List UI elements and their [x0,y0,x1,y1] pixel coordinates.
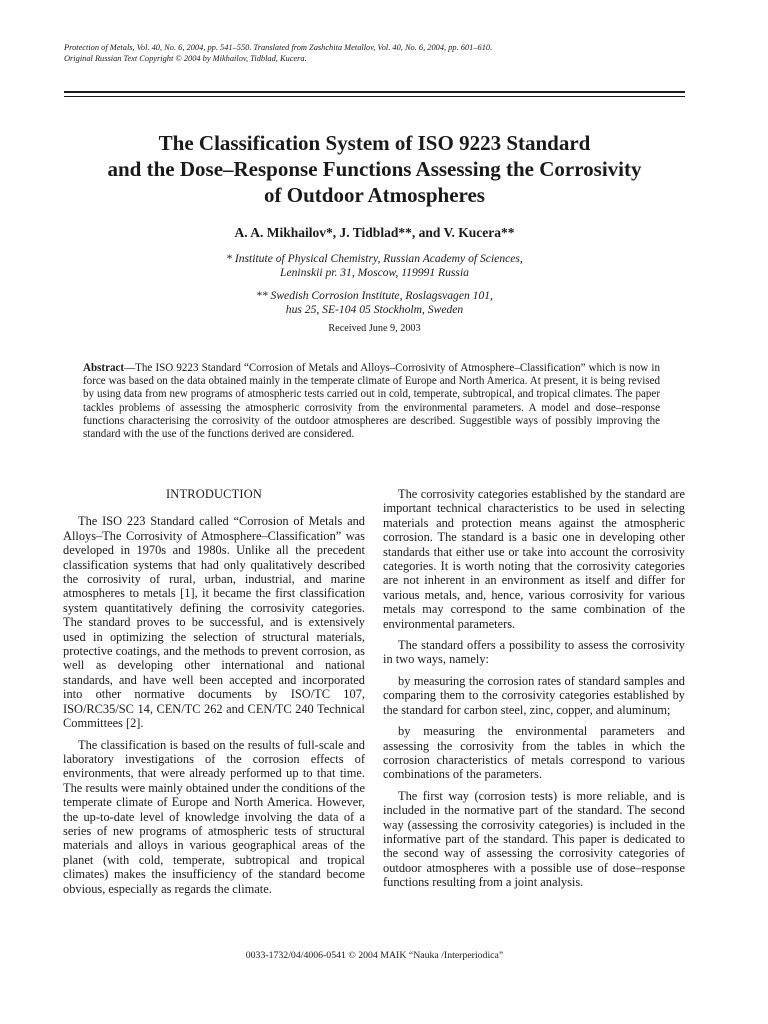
title-line-3: of Outdoor Atmospheres [264,183,485,207]
paragraph: by measuring the environmental parameters and assessing the corrosivity from the tables in which the corrosion characteristics of metals correspond to various combinations of the parameters. [383,724,685,782]
affiliation-2-line-2: hus 25, SE-104 05 Stockholm, Sweden [285,302,464,316]
paragraph: The classification is based on the results of full-scale and laboratory investigations of the corrosion effects of environments, that were already performed up to that time. The results were mainly obtained under the conditions of the temperate climate of Europe and North America. However, the up-to-date level of knowledge involving the data of a series of new programs of atmospheric tests of structural materials and alloys in various geographical areas of the planet (with cold, temperate, subtropical and tropical climates) makes the insufficiency of the standard become obvious, especially as regards the climate. [63,737,365,896]
header-rule-thin [64,96,685,97]
section-heading-introduction: INTRODUCTION [165,487,262,501]
title-line-1: The Classification System of ISO 9223 Standard [158,131,591,155]
affiliation-2 [64,289,685,316]
header-rule-thick [64,91,685,93]
affiliation-2-line-1: ** Swedish Corrosion Institute, Roslagsvagen 101, [256,289,493,302]
paragraph: The first way (corrosion tests) is more reliable, and is included in the normative part of the standard. The second way (assessing the corrosivity categories) is included in the informative part of the standard. This paper is dedicated to the second way of assessing the corrosivity categories of outdoor atmospheres with a possible use of dose–response functions resulting from a joint analysis. [383,788,685,890]
received-date: Received June 9, 2003 [328,323,421,334]
abstract [83,362,660,441]
copyright-line: Original Russian Text Copyright © 2004 by Mikhailov, Tidblad, Kucera. [64,53,307,63]
author-list: A. A. Mikhailov*, J. Tidblad**, and V. Kucera** [234,225,515,240]
paragraph: The ISO 223 Standard called “Corrosion of Metals and Alloys–The Corrosivity of Atmosphere–Classification” was developed in 1970s and 1980s. Unlike all the precedent classification systems that had only qualitatively described the corrosivity of rural, urban, industrial, and marine atmospheres to metals [1], it became the first classification system quantitatively defining the corrosivity categories. The standard proves to be successful, and is extensively used in optimizing the selection of structural materials, protective coatings, and the methods to prevent corrosion, as well as developing other international and national standards, and have well been accepted and incorporated into other normative documents by ISO/TC 107, ISO/RC35/SC 14, CEN/TC 262 and CEN/TC 240 Technical Committees [2]. [63,514,365,731]
affiliation-1-line-2: Leninskii pr. 31, Moscow, 119991 Russia [280,265,469,279]
right-column [383,487,685,897]
left-column [63,487,365,903]
abstract-text: —The ISO 9223 Standard “Corrosion of Metals and Alloys–Corrosivity of Atmosphere–Classification” which is now in force was based on the data obtained mainly in the temperate climate of Europe and North America. At present, it is being revised by using data from new programs of atmospheric tests carried out in cold, temperate, subtropical, and tropical climates. The paper tackles problems of assessing the atmospheric corrosivity from the environmental parameters. A model and dose–response functions characterising the corrosivity of the outdoor atmospheres are described. Suggestible ways of possibly improving the standard with the use of the functions derived are considered. [83,362,660,441]
affiliation-1-line-1: * Institute of Physical Chemistry, Russian Academy of Sciences, [226,252,523,265]
paragraph: The corrosivity categories established by the standard are important technical characteristics to be used in selecting materials and protection means against the atmospheric corrosion. The standard is a basic one in developing other standards that either use or take into account the corrosivity categories. It is worth noting that the corrosivity categories are not inherent in an environment as itself and differ for various metals, and, hence, various corrosivity for various metals may correspond to the same combination of the environmental parameters. [383,487,685,631]
paper-title [64,130,685,208]
abstract-label: Abstract [83,362,125,374]
affiliation-1 [64,252,685,279]
journal-header [64,43,704,64]
title-line-2: and the Dose–Response Functions Assessing the Corrosivity [107,157,642,181]
footer-copyright: 0033-1732/04/4006-0541 © 2004 MAIK “Nauka /Interperiodica” [245,950,504,961]
paragraph: by measuring the corrosion rates of standard samples and comparing them to the corrosivity categories established by the standard for carbon steel, zinc, copper, and aluminum; [383,673,685,717]
journal-citation-line: Protection of Metals, Vol. 40, No. 6, 2004, pp. 541–550. Translated from Zashchita Metallov, Vol. 40, No. 6, 2004, pp. 601–610. [64,43,493,52]
paragraph: The standard offers a possibility to assess the corrosivity in two ways, namely: [383,638,685,667]
